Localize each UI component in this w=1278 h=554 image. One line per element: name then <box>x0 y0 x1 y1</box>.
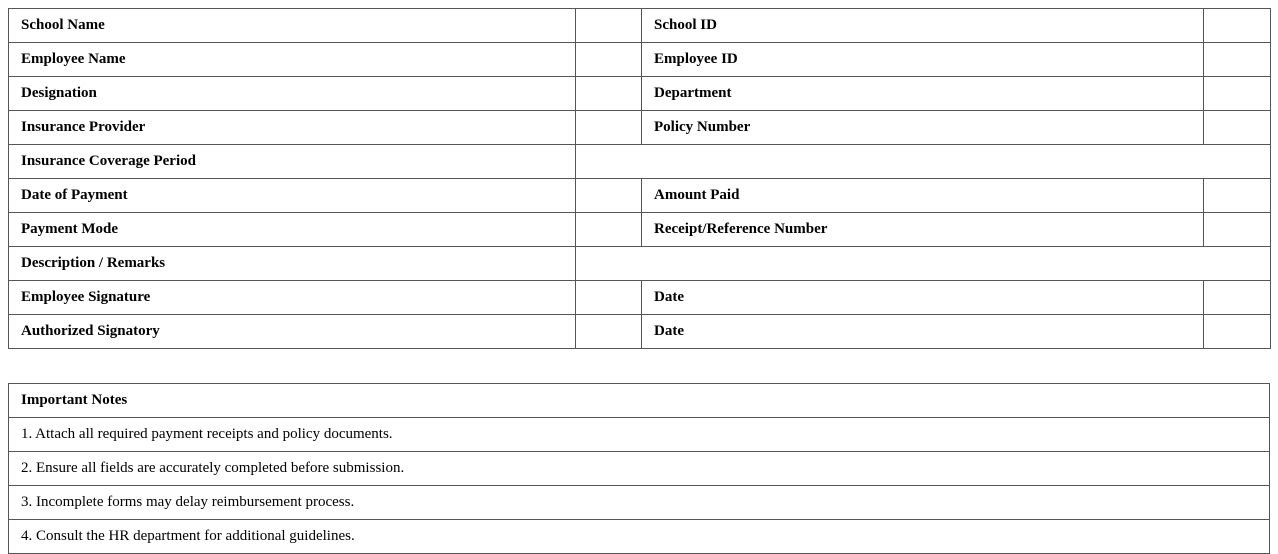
form-row <box>9 111 1271 145</box>
field-insurance-provider[interactable] <box>576 111 642 145</box>
form-row <box>9 247 1271 281</box>
form-row <box>9 213 1271 247</box>
label-insurance-coverage-period: Insurance Coverage Period <box>9 145 576 179</box>
field-employee-name[interactable] <box>576 43 642 77</box>
note-item: 1. Attach all required payment receipts and policy documents. <box>9 418 1270 452</box>
field-school-name[interactable] <box>576 9 642 43</box>
reimbursement-form-table <box>8 8 1271 349</box>
note-item: 3. Incomplete forms may delay reimbursement process. <box>9 486 1270 520</box>
form-row <box>9 145 1271 179</box>
field-employee-signature[interactable] <box>576 281 642 315</box>
form-row <box>9 281 1271 315</box>
label-receipt-reference-number: Receipt/Reference Number <box>642 213 1204 247</box>
field-department[interactable] <box>1204 77 1271 111</box>
field-designation[interactable] <box>576 77 642 111</box>
field-payment-mode[interactable] <box>576 213 642 247</box>
note-row <box>9 520 1270 554</box>
field-authorized-signatory[interactable] <box>576 315 642 349</box>
form-row <box>9 315 1271 349</box>
label-payment-mode: Payment Mode <box>9 213 576 247</box>
label-date: Date <box>642 281 1204 315</box>
label-policy-number: Policy Number <box>642 111 1204 145</box>
label-employee-name: Employee Name <box>9 43 576 77</box>
note-item: 4. Consult the HR department for additional guidelines. <box>9 520 1270 554</box>
notes-header-row <box>9 384 1270 418</box>
notes-title: Important Notes <box>9 384 1270 418</box>
field-date-of-payment[interactable] <box>576 179 642 213</box>
field-date[interactable] <box>1204 315 1271 349</box>
field-employee-id[interactable] <box>1204 43 1271 77</box>
label-amount-paid: Amount Paid <box>642 179 1204 213</box>
label-department: Department <box>642 77 1204 111</box>
note-row <box>9 418 1270 452</box>
label-description-remarks: Description / Remarks <box>9 247 576 281</box>
field-receipt-reference-number[interactable] <box>1204 213 1271 247</box>
field-date[interactable] <box>1204 281 1271 315</box>
label-school-name: School Name <box>9 9 576 43</box>
form-row <box>9 179 1271 213</box>
field-description-remarks[interactable] <box>576 247 1271 281</box>
note-row <box>9 486 1270 520</box>
label-designation: Designation <box>9 77 576 111</box>
field-amount-paid[interactable] <box>1204 179 1271 213</box>
field-policy-number[interactable] <box>1204 111 1271 145</box>
label-authorized-signatory: Authorized Signatory <box>9 315 576 349</box>
field-school-id[interactable] <box>1204 9 1271 43</box>
label-school-id: School ID <box>642 9 1204 43</box>
note-item: 2. Ensure all fields are accurately completed before submission. <box>9 452 1270 486</box>
field-insurance-coverage-period[interactable] <box>576 145 1271 179</box>
label-employee-signature: Employee Signature <box>9 281 576 315</box>
label-date: Date <box>642 315 1204 349</box>
label-insurance-provider: Insurance Provider <box>9 111 576 145</box>
note-row <box>9 452 1270 486</box>
important-notes-table <box>8 383 1270 554</box>
form-row <box>9 9 1271 43</box>
label-employee-id: Employee ID <box>642 43 1204 77</box>
label-date-of-payment: Date of Payment <box>9 179 576 213</box>
form-row <box>9 43 1271 77</box>
form-row <box>9 77 1271 111</box>
